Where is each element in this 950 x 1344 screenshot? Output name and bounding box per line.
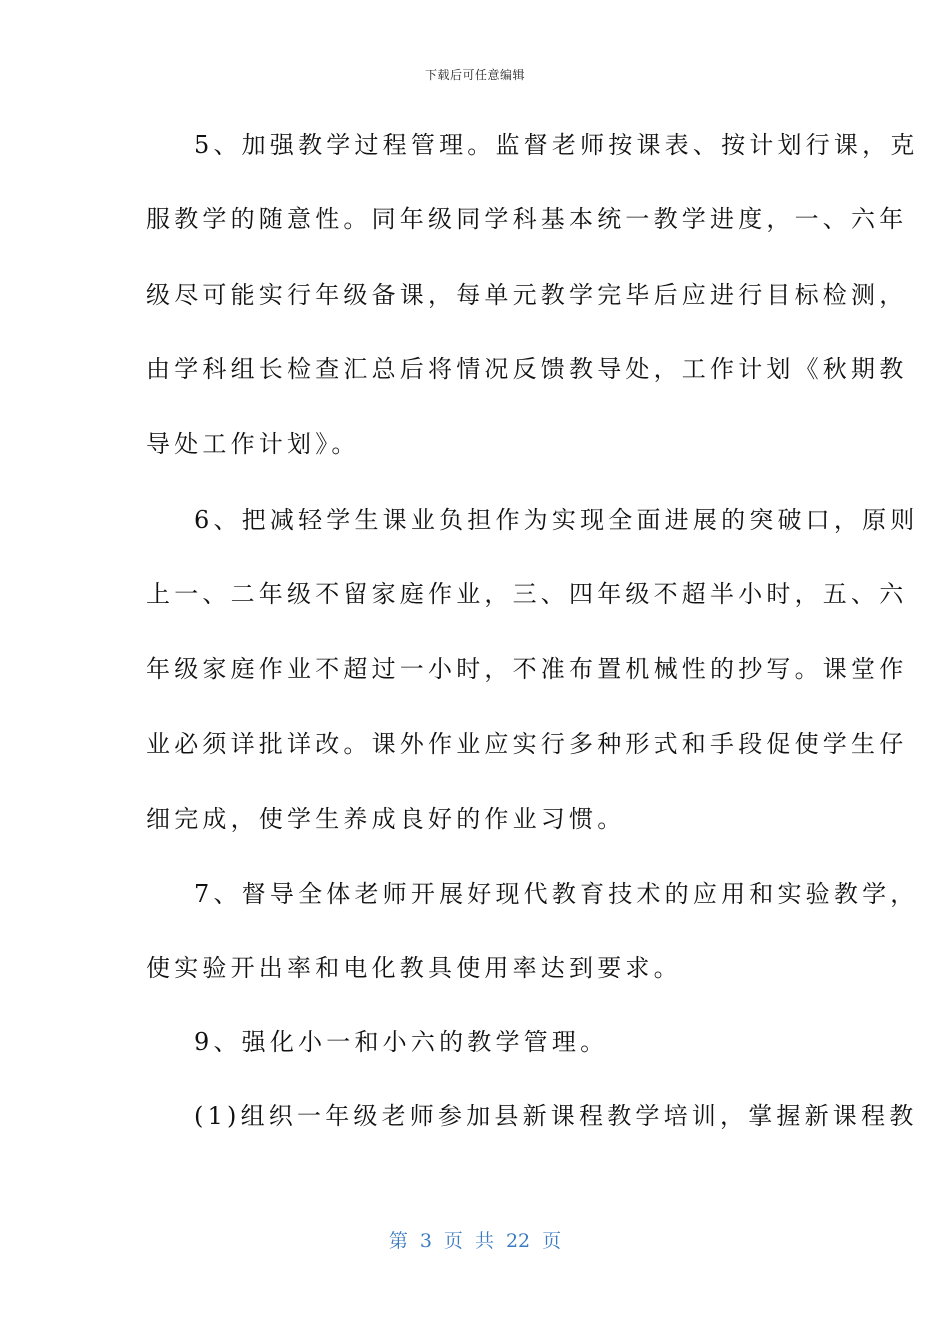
paragraph-7-line-2: 使实验开出率和电化教具使用率达到要求。 [146,954,682,982]
page-footer [0,1226,950,1253]
footer-prefix: 第 [388,1230,408,1252]
paragraph-6-line-2: 上一、二年级不留家庭作业，三、四年级不超半小时，五、六 [146,580,908,608]
paragraph-5-line-1: 5、加强教学过程管理。监督老师按课表、按计划行课，克 [194,131,919,159]
footer-middle: 页 共 [443,1230,494,1252]
paragraph-5-line-2: 服教学的随意性。同年级同学科基本统一教学进度，一、六年 [146,205,908,233]
page-header: 下载后可任意编辑 [424,68,525,82]
footer-current-page: 3 [419,1230,432,1252]
paragraph-6-line-4: 业必须详批详改。课外作业应实行多种形式和手段促使学生仔 [146,730,908,758]
paragraph-5-line-3: 级尽可能实行年级备课，每单元教学完毕后应进行目标检测， [146,281,908,309]
footer-total-pages: 22 [505,1230,531,1252]
paragraph-5-line-5: 导处工作计划》。 [146,430,360,458]
paragraph-6-line-5: 细完成，使学生养成良好的作业习惯。 [146,805,626,833]
footer-suffix: 页 [542,1230,562,1252]
paragraph-7-line-1: 7、督导全体老师开展好现代教育技术的应用和实验教学， [194,880,919,908]
paragraph-5-line-4: 由学科组长检查汇总后将情况反馈教导处，工作计划《秋期教 [146,355,908,383]
paragraph-9-line-1: 9、强化小一和小六的教学管理。 [194,1028,609,1056]
paragraph-6-line-1: 6、把减轻学生课业负担作为实现全面进展的突破口，原则 [194,506,919,534]
paragraph-6-line-3: 年级家庭作业不超过一小时，不准布置机械性的抄写。课堂作 [146,655,908,683]
paragraph-sub-1-line-1: (1)组织一年级老师参加县新课程教学培训，掌握新课程教 [194,1102,918,1130]
